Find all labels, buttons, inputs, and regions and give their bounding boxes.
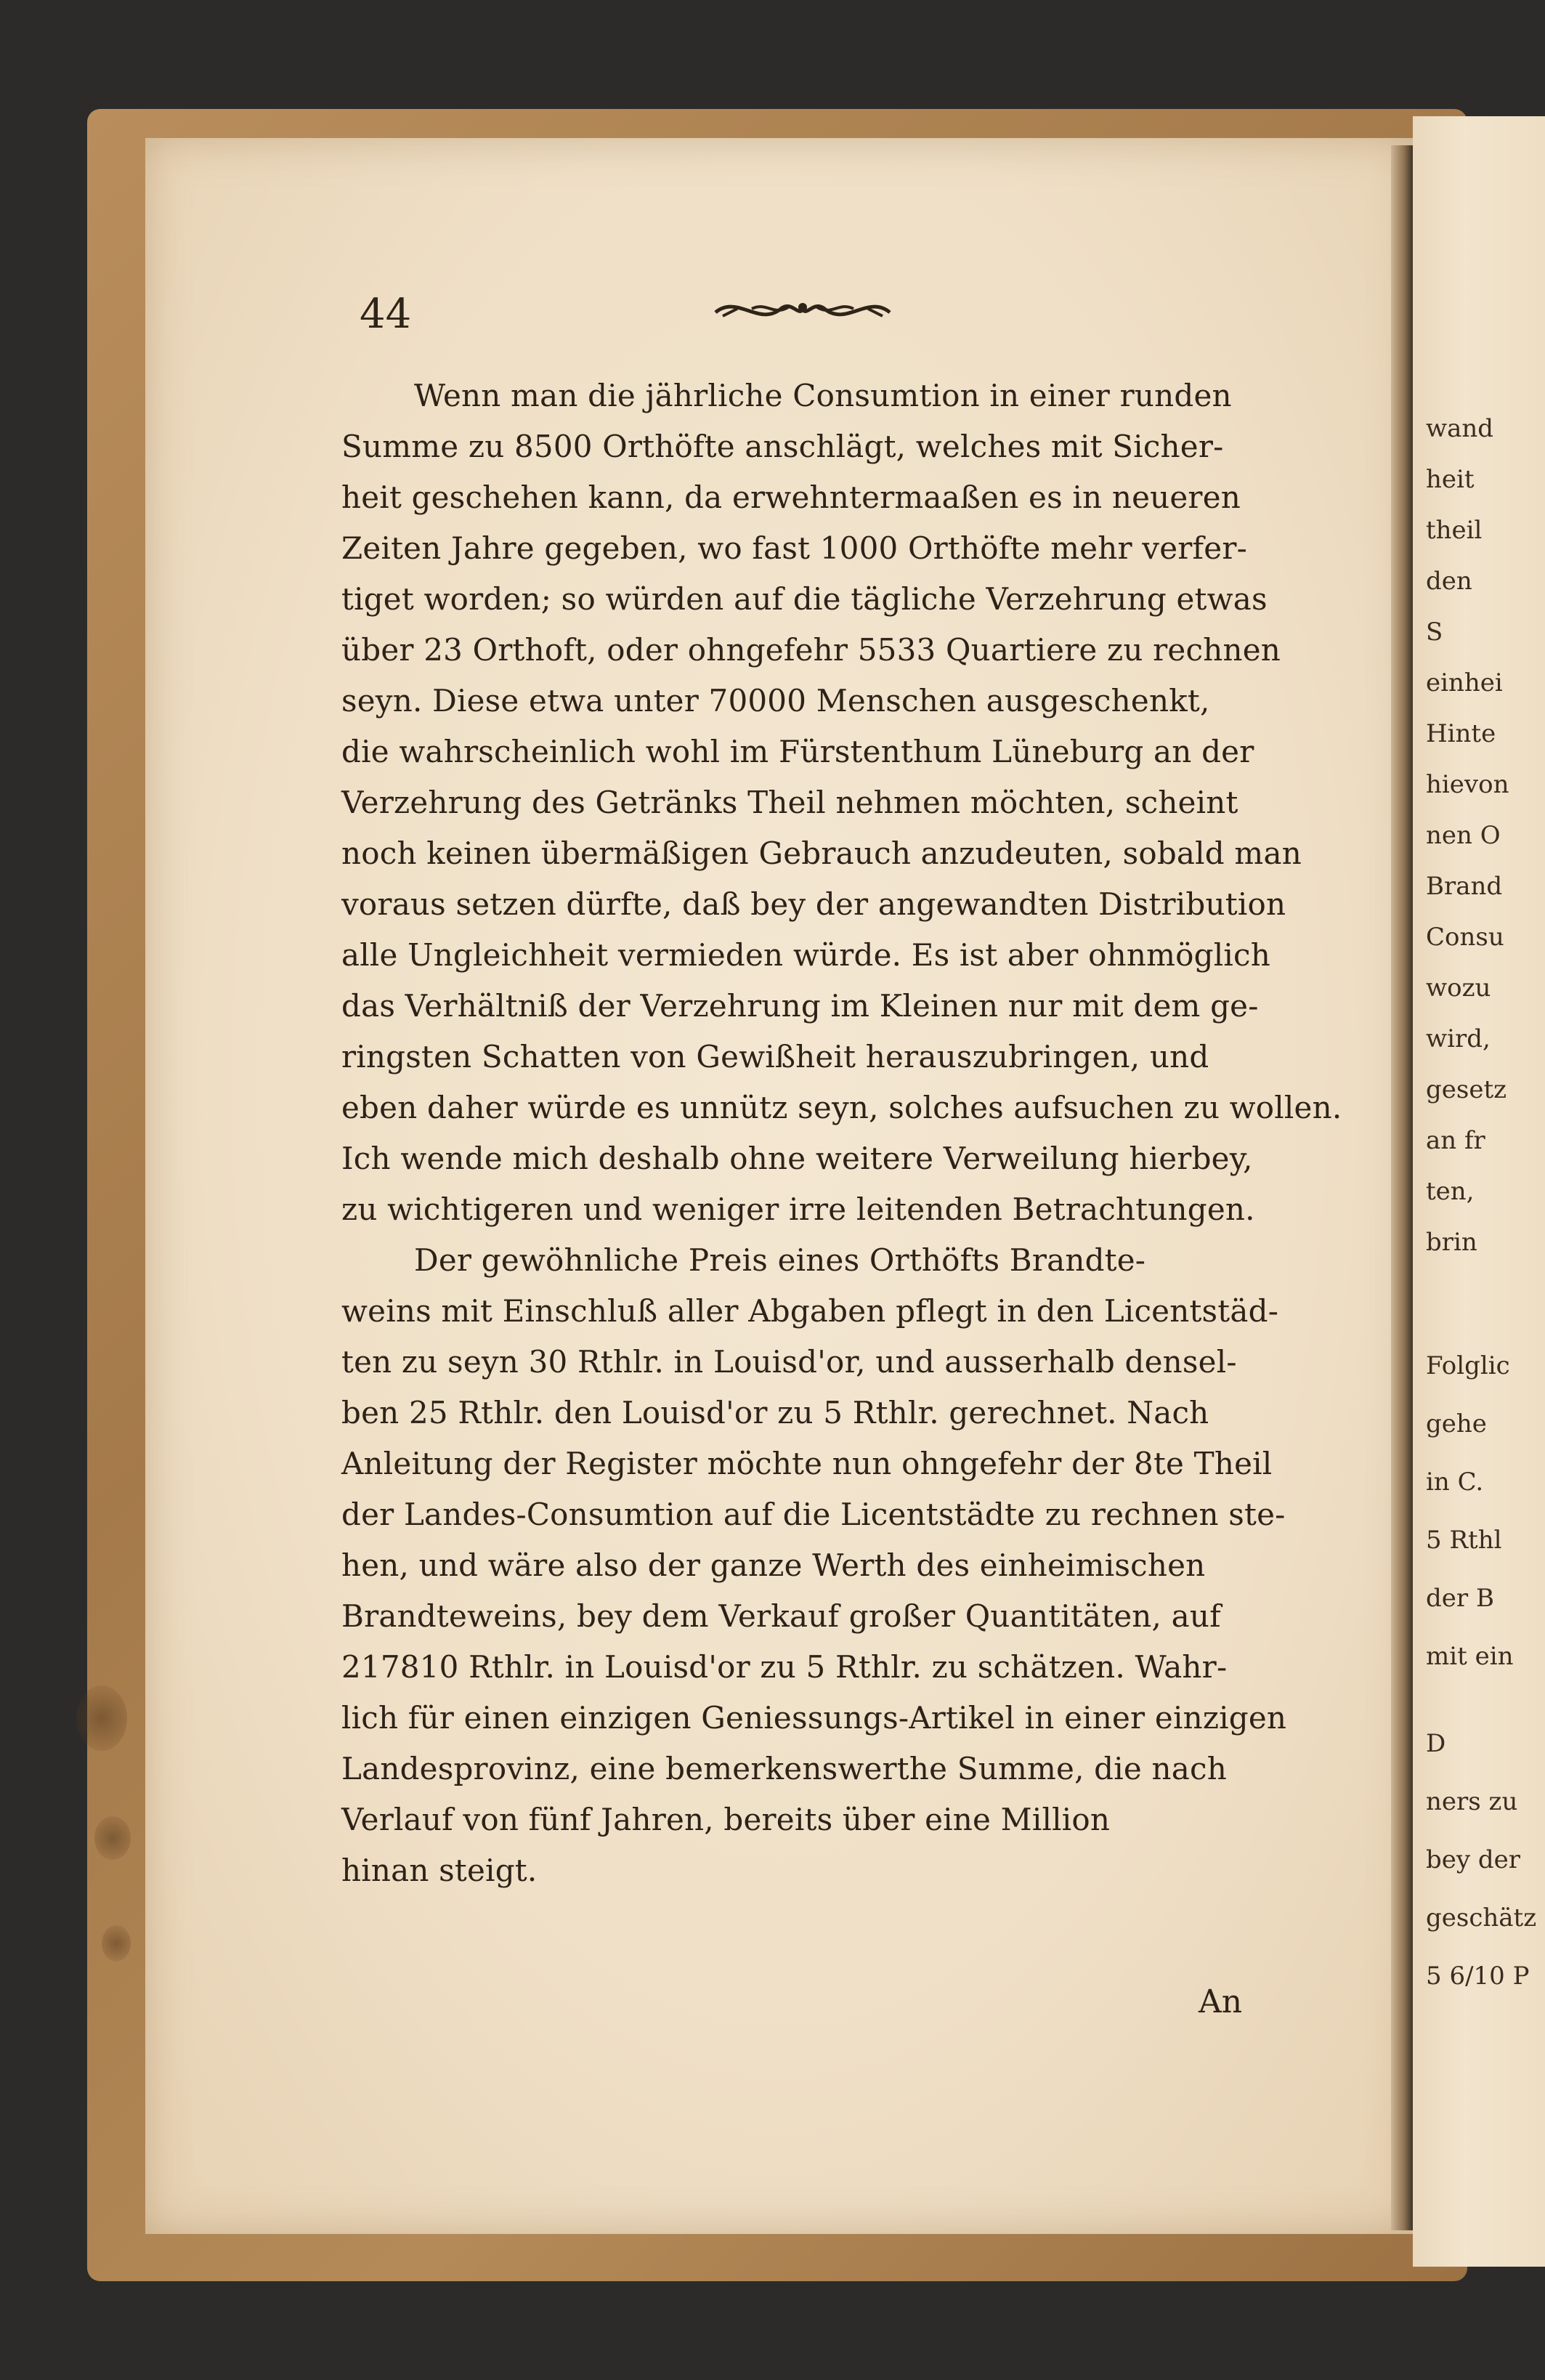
facing-line: ners zu: [1426, 1787, 1518, 1816]
text-line: eben daher würde es unnütz seyn, solches aufsuchen zu wollen.: [341, 1090, 1342, 1125]
text-line: zu wichtigeren und weniger irre leitenden Betrachtungen.: [341, 1191, 1255, 1227]
facing-line: theil: [1426, 516, 1483, 545]
foxing-stain: [94, 1816, 131, 1860]
facing-line: ten,: [1426, 1177, 1475, 1206]
facing-line: heit: [1426, 465, 1475, 494]
text-line: seyn. Diese etwa unter 70000 Menschen ausgeschenkt,: [341, 683, 1210, 719]
facing-line: bey der: [1426, 1845, 1521, 1874]
facing-line: D: [1426, 1729, 1446, 1758]
text-line: über 23 Orthoft, oder ohngefehr 5533 Quartiere zu rechnen: [341, 632, 1281, 668]
facing-line: Hinte: [1426, 719, 1496, 748]
facing-line: einhei: [1426, 668, 1503, 697]
text-line: tiget worden; so würden auf die tägliche Verzehrung etwas: [341, 581, 1268, 617]
text-line: Der gewöhnliche Preis eines Orthöfts Brandte-: [414, 1242, 1146, 1278]
facing-line: brin: [1426, 1228, 1477, 1257]
facing-line: Brand: [1426, 872, 1503, 901]
facing-line: geschätz: [1426, 1903, 1537, 1932]
facing-page-fragment: [1413, 116, 1545, 2267]
facing-line: S: [1426, 618, 1443, 647]
text-line: Anleitung der Register möchte nun ohngefehr der 8te Theil: [341, 1446, 1273, 1481]
text-line: alle Ungleichheit vermieden würde. Es ist aber ohnmöglich: [341, 937, 1270, 973]
text-line: 217810 Rthlr. in Louisd'or zu 5 Rthlr. zu schätzen. Wahr-: [341, 1649, 1228, 1685]
text-line: Brandteweins, bey dem Verkauf großer Quantitäten, auf: [341, 1598, 1221, 1634]
facing-line: wird,: [1426, 1024, 1491, 1053]
text-line: die wahrscheinlich wohl im Fürstenthum Lüneburg an der: [341, 734, 1254, 769]
text-line: weins mit Einschluß aller Abgaben pflegt in den Licentstäd-: [341, 1293, 1279, 1329]
facing-line: in C.: [1426, 1468, 1484, 1497]
text-line: voraus setzen dürfte, daß bey der angewandten Distribution: [341, 886, 1286, 922]
page-number: 44: [360, 291, 412, 338]
text-line: hinan steigt.: [341, 1853, 538, 1888]
facing-line: gehe: [1426, 1409, 1487, 1438]
catchword: An: [1199, 1983, 1243, 2020]
foxing-stain: [76, 1685, 127, 1751]
printer-ornament-icon: [708, 287, 897, 331]
text-line: Zeiten Jahre gegeben, wo fast 1000 Orthöfte mehr verfer-: [341, 530, 1248, 566]
text-line: hen, und wäre also der ganze Werth des einheimischen: [341, 1547, 1206, 1583]
foxing-stain: [102, 1925, 131, 1962]
text-line: Ich wende mich deshalb ohne weitere Verweilung hierbey,: [341, 1141, 1253, 1176]
facing-line: der B: [1426, 1584, 1494, 1613]
facing-line: den: [1426, 567, 1472, 596]
facing-line: wand: [1426, 414, 1494, 443]
facing-line: 5 Rthl: [1426, 1526, 1502, 1555]
text-line: Verlauf von fünf Jahren, bereits über eine Million: [341, 1802, 1111, 1837]
text-line: Summe zu 8500 Orthöfte anschlägt, welches mit Sicher-: [341, 429, 1224, 464]
text-line: der Landes-Consumtion auf die Licentstädte zu rechnen ste-: [341, 1497, 1286, 1532]
facing-line: Consu: [1426, 923, 1504, 952]
facing-line: gesetz: [1426, 1075, 1507, 1104]
facing-line: nen O: [1426, 821, 1501, 850]
facing-line: an fr: [1426, 1126, 1485, 1155]
text-line: ben 25 Rthlr. den Louisd'or zu 5 Rthlr. gerechnet. Nach: [341, 1395, 1209, 1430]
text-line: ringsten Schatten von Gewißheit herauszubringen, und: [341, 1039, 1209, 1074]
text-line: lich für einen einzigen Geniessungs-Artikel in einer einzigen: [341, 1700, 1287, 1736]
text-line: noch keinen übermäßigen Gebrauch anzudeuten, sobald man: [341, 835, 1302, 871]
facing-line: Folglic: [1426, 1351, 1510, 1380]
facing-line: mit ein: [1426, 1642, 1514, 1671]
text-line: heit geschehen kann, da erwehntermaaßen es in neueren: [341, 479, 1241, 515]
facing-line: hievon: [1426, 770, 1509, 799]
book-gutter: [1391, 145, 1413, 2230]
facing-line: wozu: [1426, 974, 1491, 1003]
facing-line: 5 6/10 P: [1426, 1962, 1530, 1991]
text-line: Landesprovinz, eine bemerkenswerthe Summe, die nach: [341, 1751, 1227, 1786]
text-line: Wenn man die jährliche Consumtion in einer runden: [414, 378, 1232, 413]
text-line: das Verhältniß der Verzehrung im Kleinen nur mit dem ge-: [341, 988, 1259, 1024]
text-line: Verzehrung des Getränks Theil nehmen möchten, scheint: [341, 785, 1238, 820]
text-line: ten zu seyn 30 Rthlr. in Louisd'or, und ausserhalb densel-: [341, 1344, 1237, 1380]
